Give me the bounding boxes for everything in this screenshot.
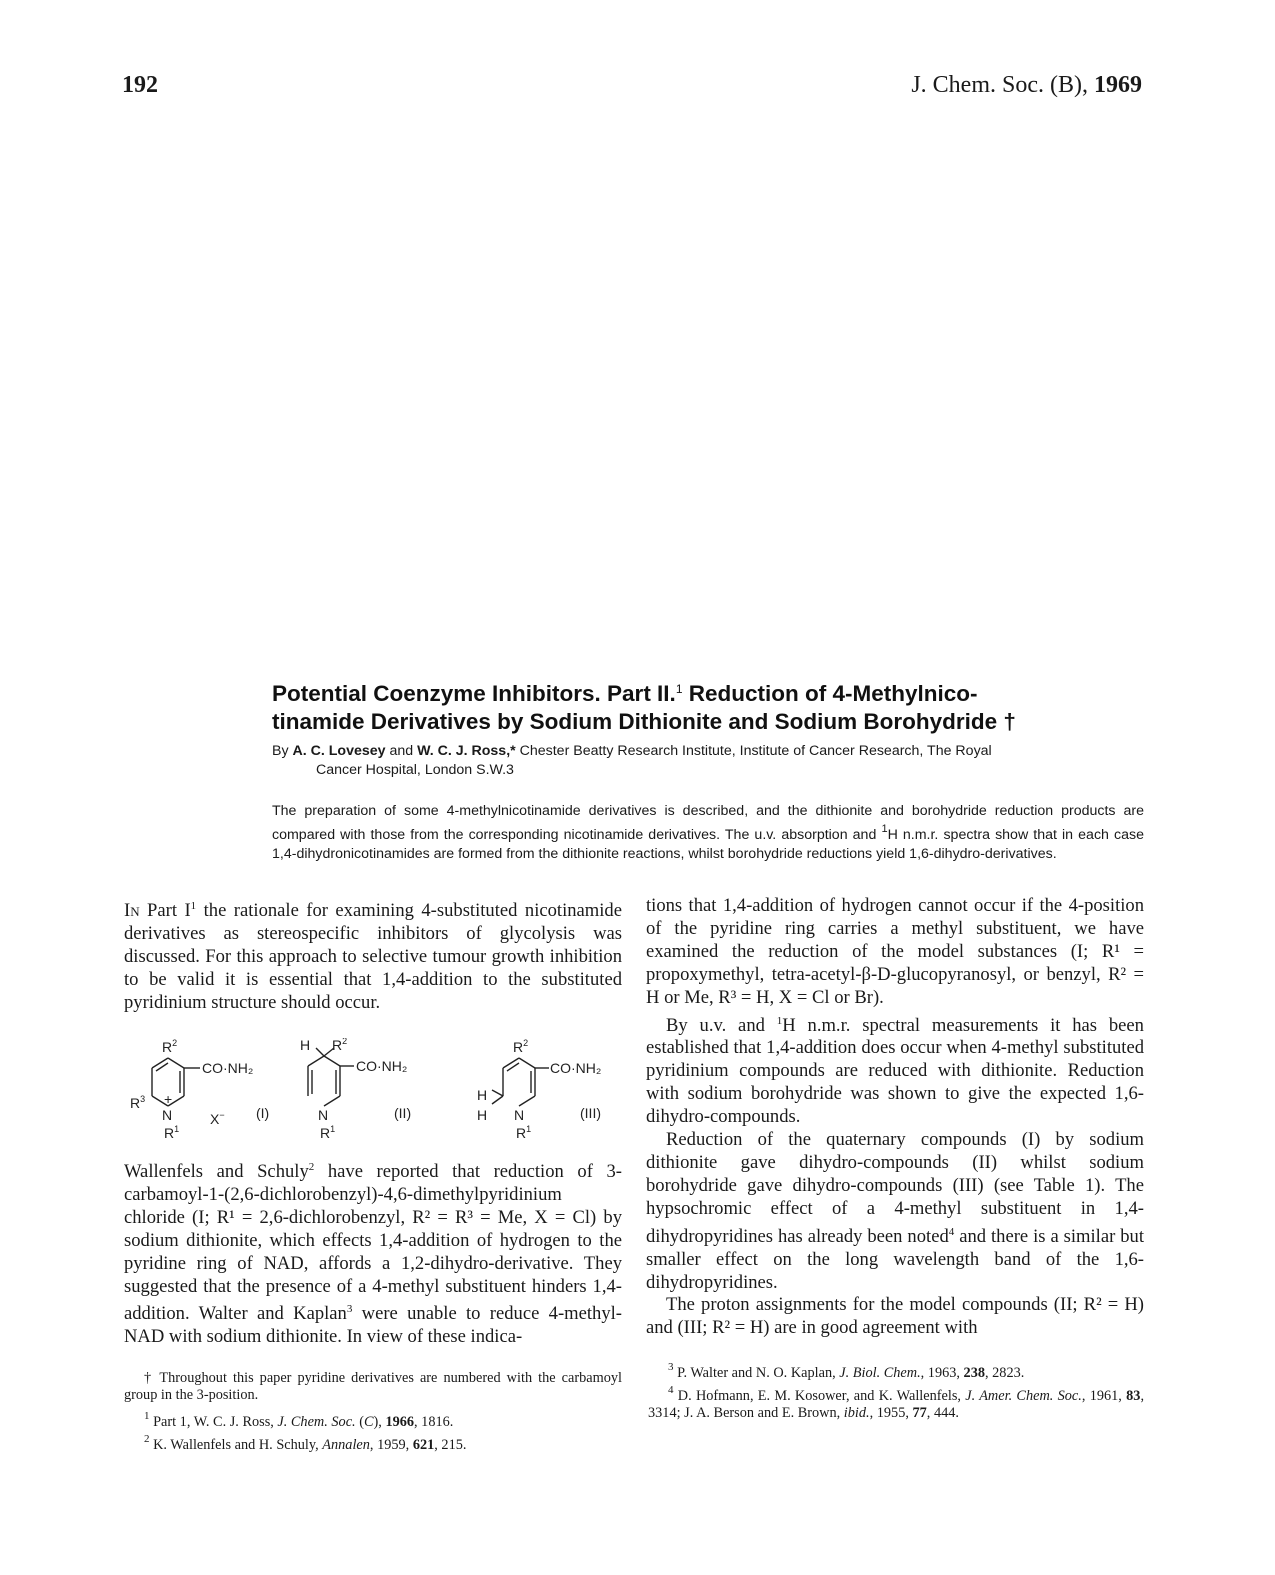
II-carbamoyl: CO·NH₂ [356,1058,408,1074]
author-1: A. C. Lovesey [292,743,386,759]
author-2: W. C. J. Ross,* [417,743,516,759]
I-carbamoyl: CO·NH₂ [202,1060,254,1076]
I-plus: + [164,1091,173,1107]
affiliation-line-2: Cancer Hospital, London S.W.3 [316,762,514,778]
structure-diagram [124,1038,624,1158]
II-nitrogen: N [318,1107,329,1123]
II-label: (II) [394,1105,412,1121]
right-column [646,895,1144,1340]
III-r2: $R^2$ [513,1038,529,1055]
I-label: (I) [256,1105,270,1121]
structure-I-ring [152,1058,200,1106]
I-r1: $R^1$ [164,1124,180,1141]
footnote-2: $^2$ K. Wallenfels and H. Schuly, Annalen, 1959, 621, 215. [144,1433,467,1453]
right-footnotes [648,1359,1144,1422]
drop-in: In [124,900,140,921]
chemical-structures [124,1038,624,1158]
I-r3: $R^3$ [130,1094,146,1111]
left-column-para-1: In Part I$^1$ the rationale for examining 4-substituted nicotinamide derivatives as stereospecific inhibitors of glycolysis was discussed. For this approach to selective tumour growth inhibition to be valid it is essential that 1,4-addition to the substituted pyridinium structure should occur. [124,900,622,1013]
right-para-2: By u.v. and $^1$H n.m.r. spectral measurements it has been established that 1,4-addition does occur when 4-methyl substituted pyridinium compounds are reduced with dithionite. Reduction with sodium borohydride was shown to give the expected 1,6-dihydro-compounds. [646,1014,1144,1128]
title-line-2: tinamide Derivatives by Sodium Dithionite and Sodium Borohydride † [272,709,1016,734]
author-block: By A. C. Lovesey and W. C. J. Ross,* Chester Beatty Research Institute, Institute of Cancer Research, The Royal Cancer Hospital, London S.W.3 [272,742,1144,780]
abstract: The preparation of some 4-methylnicotinamide derivatives is described, and the dithionite and borohydride reduction products are compared with those from the corresponding nicotinamide derivatives. The u.v. absorption and $^1$H n.m.r. spectra show that in each case 1,4-dihydronicotinamides are formed from the dithionite reactions, whilst borohydride reductions yield 1,6-dihydro-derivatives. [272,803,1144,862]
III-carbamoyl: CO·NH₂ [550,1060,602,1076]
I-r2: $R^2$ [162,1038,178,1055]
III-h1: H [477,1087,488,1103]
structure-III-ring [492,1058,549,1106]
affiliation: Chester Beatty Research Institute, Institute of Cancer Research, The Royal [515,743,992,759]
I-counterion: X− [210,1110,225,1127]
journal-name: J. Chem. Soc. (B), [911,72,1088,98]
I-nitrogen: N [162,1107,173,1123]
III-r1: $R^1$ [516,1124,532,1141]
footnote-3: $^3$ P. Walter and N. O. Kaplan, J. Biol. Chem., 1963, 238, 2823. [668,1361,1025,1381]
right-para-4: The proton assignments for the model compounds (II; R² = H) and (III; R² = H) are in good agreement with [646,1294,1144,1339]
right-para-1: tions that 1,4-addition of hydrogen cannot occur if the 4-position of the pyridine ring carries a methyl substituent, we have examined the reduction of the model substances (I; R¹ = propoxymethyl, tetra-acetyl-β-D-glucopyranosyl, or benzyl, R² = H or Me, R³ = H, X = Cl or Br). [646,895,1144,1008]
title-footnote-ref: 1 [675,682,683,696]
footnote-4: $^4$ D. Hofmann, E. M. Kosower, and K. Wallenfels, J. Amer. Chem. Soc., 1961, 83, 3314; J. A. Berson and E. Brown, ibid., 1955, 77, 444. [648,1384,1145,1421]
journal-year: 1969 [1094,72,1142,98]
footnote-1: $^1$ Part 1, W. C. J. Ross, J. Chem. Soc. (C), 1966, 1816. [144,1410,454,1430]
II-h: H [300,1038,311,1053]
III-label: (III) [580,1105,601,1121]
II-r2: $R^2$ [332,1038,348,1053]
right-para-3: Reduction of the quaternary compounds (I) by sodium dithionite gave dihydro-compounds (II) whilst sodium borohydride gave dihydro-compounds (III) (see Table 1). The hypsochromic effect of a 4-methyl substituent in 1,4-dihydropyridines has already been noted$^4$ and there is a similar but smaller effect on the long wavelength band of the 1,6-dihydropyridines. [646,1129,1145,1293]
footnote-dagger: † Throughout this paper pyridine derivatives are numbered with the carbamoyl group in the 3-position. [124,1370,622,1403]
structure-II-ring [308,1048,354,1106]
left-column-para-2: Wallenfels and Schuly$^2$ have reported that reduction of 3-carbamoyl-1-(2,6-dichlorobenzyl)-4,6-dimethylpyridinium chloride (I; R¹ = 2,6-dichlorobenzyl, R² = R³ = Me, X = Cl) by sodium dithionite, which effects 1,4-addition of hydrogen to the pyridine ring of NAD, affords a 1,2-dihydro-derivative. They suggested that the presence of a 4-methyl substituent hinders 1,4-addition. Walter and Kaplan$^3$ were unable to reduce 4-methyl-NAD with sodium dithionite. In view of these indica- [124,1161,622,1348]
III-nitrogen: N [514,1107,525,1123]
page-number: 192 [122,72,158,98]
II-r1: $R^1$ [320,1124,336,1141]
journal-header [911,72,1142,99]
III-h2: H [477,1107,488,1123]
left-footnotes [124,1370,622,1454]
article-title [272,675,1152,736]
title-line-1: Potential Coenzyme Inhibitors. Part II.$^1$ Reduction of 4-Methylnico- [272,681,978,706]
